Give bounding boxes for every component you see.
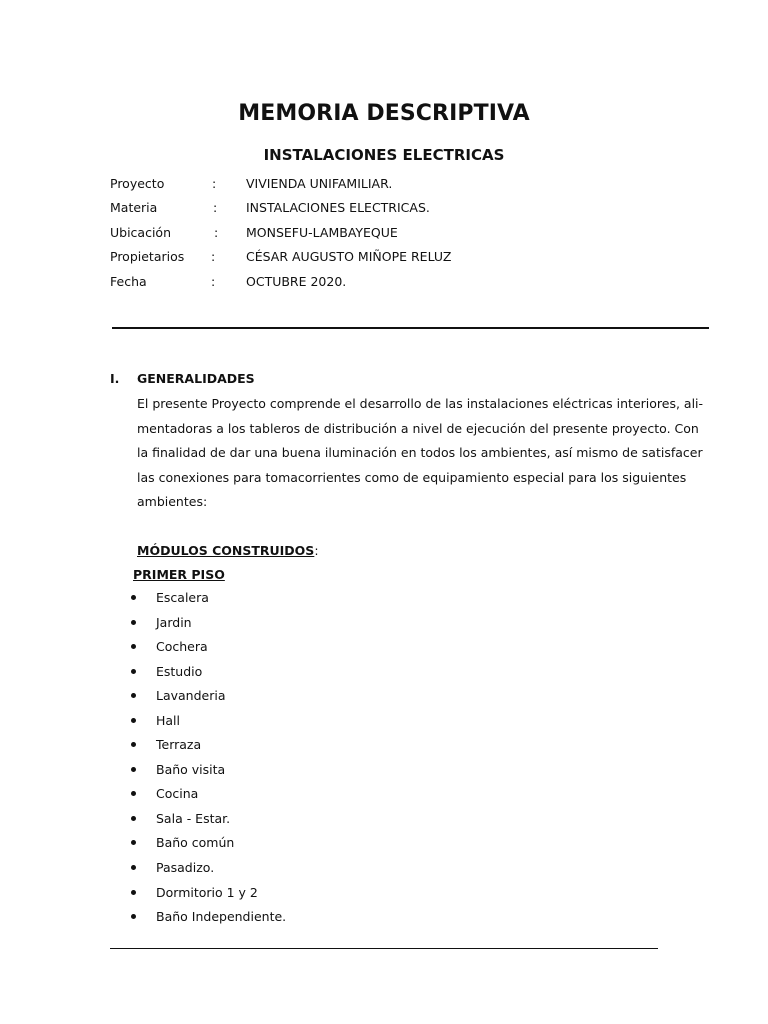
list-item <box>0 590 768 615</box>
room-name: Lavanderia <box>156 688 226 704</box>
bullet-icon <box>131 718 136 723</box>
header-divider <box>112 327 709 329</box>
info-colon: : <box>213 200 218 215</box>
room-name: Escalera <box>156 590 209 605</box>
paragraph-line: la finalidad de dar una buena iluminación en todos los ambientes, así mismo de satisfacer <box>137 445 703 461</box>
room-name: Terraza <box>156 737 202 753</box>
bullet-icon <box>131 693 136 698</box>
room-name: Cochera <box>156 639 208 655</box>
list-item <box>0 786 768 811</box>
floor-heading: PRIMER PISO <box>133 567 225 582</box>
room-name: Baño visita <box>156 761 226 777</box>
list-item <box>0 664 768 689</box>
modulos-heading-text: MÓDULOS CONSTRUIDOS <box>137 543 315 558</box>
bullet-icon <box>131 791 136 796</box>
footer-divider <box>110 948 658 949</box>
section-paragraph <box>137 392 704 515</box>
info-value: CÉSAR AUGUSTO MIÑOPE RELUZ <box>246 249 452 264</box>
info-row-ubicacion <box>0 225 768 245</box>
info-value: VIVIENDA UNIFAMILIAR. <box>246 176 393 191</box>
bullet-icon <box>131 890 136 895</box>
room-name: Sala - Estar. <box>156 810 231 826</box>
list-item <box>0 909 768 934</box>
list-item <box>0 713 768 738</box>
bullet-icon <box>131 840 136 845</box>
info-value: INSTALACIONES ELECTRICAS. <box>246 200 430 215</box>
list-item <box>0 835 768 860</box>
info-value: MONSEFU-LAMBAYEQUE <box>246 225 398 240</box>
room-name: Jardin <box>156 614 192 630</box>
modulos-heading <box>137 543 319 558</box>
bullet-icon <box>131 816 136 821</box>
list-item <box>0 688 768 713</box>
info-label: Fecha <box>110 274 147 289</box>
bullet-icon <box>131 644 136 649</box>
bullet-icon <box>131 669 136 674</box>
info-row-proyecto <box>0 176 768 196</box>
paragraph-line: las conexiones para tomacorrientes como de equipamiento especial para los siguientes <box>137 469 687 485</box>
room-name: Estudio <box>156 663 203 679</box>
modulos-heading-colon: : <box>314 543 319 558</box>
room-name: Dormitorio 1 y 2 <box>156 884 258 900</box>
room-name: Baño Independiente. <box>156 909 287 925</box>
info-row-propietarios <box>0 249 768 269</box>
room-name: Baño común <box>156 835 235 851</box>
bullet-icon <box>131 620 136 625</box>
list-item <box>0 615 768 640</box>
room-list <box>0 590 768 934</box>
info-colon: : <box>211 249 216 264</box>
info-value: OCTUBRE 2020. <box>246 274 347 289</box>
room-name: Pasadizo. <box>156 860 215 876</box>
section-number: I. <box>110 371 120 386</box>
list-item <box>0 885 768 910</box>
list-item <box>0 737 768 762</box>
bullet-icon <box>131 595 136 600</box>
bullet-icon <box>131 742 136 747</box>
info-label: Proyecto <box>110 176 165 191</box>
info-colon: : <box>212 176 217 191</box>
paragraph-line: ambientes: <box>137 494 208 510</box>
bullet-icon <box>131 865 136 870</box>
document-title: MEMORIA DESCRIPTIVA <box>238 101 530 126</box>
list-item <box>0 811 768 836</box>
paragraph-line: El presente Proyecto comprende el desarrollo de las instalaciones eléctricas interiores, ali- <box>137 396 704 411</box>
info-label: Materia <box>110 200 158 215</box>
list-item <box>0 860 768 885</box>
info-row-fecha <box>0 274 768 294</box>
document-subtitle: INSTALACIONES ELECTRICAS <box>263 146 505 164</box>
info-label: Ubicación <box>110 225 172 240</box>
section-title: GENERALIDADES <box>137 371 255 386</box>
bullet-icon <box>131 767 136 772</box>
paragraph-line: mentadoras a los tableros de distribución a nivel de ejecución del presente proyecto. Con <box>137 420 699 436</box>
room-name: Hall <box>156 712 181 728</box>
info-colon: : <box>211 274 216 289</box>
info-label: Propietarios <box>110 249 185 264</box>
list-item <box>0 639 768 664</box>
list-item <box>0 762 768 787</box>
bullet-icon <box>131 914 136 919</box>
info-colon: : <box>214 225 219 240</box>
info-row-materia <box>0 200 768 220</box>
room-name: Cocina <box>156 786 199 802</box>
